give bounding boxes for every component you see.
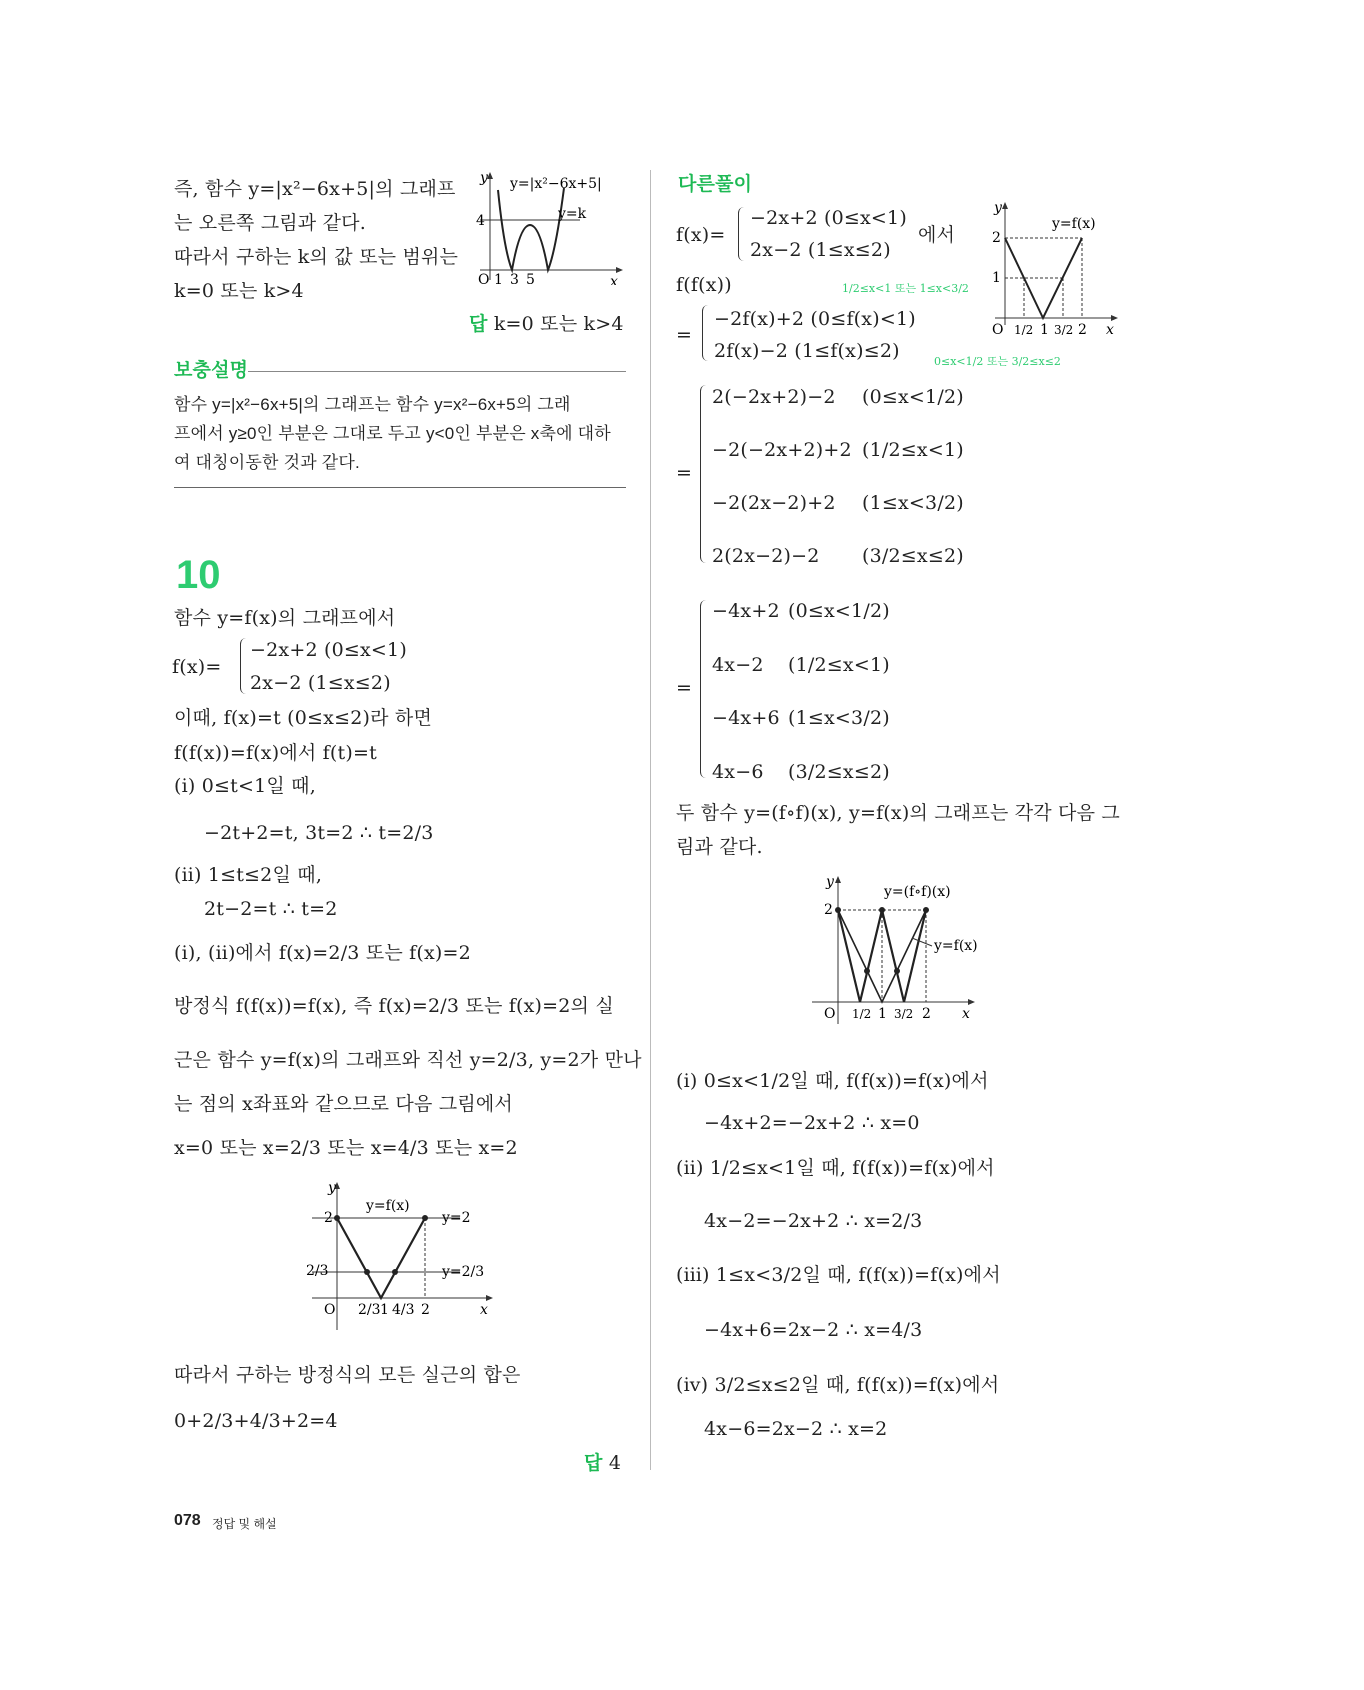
alt-expand-2-cond: (1/2≤x<1) <box>862 439 964 461</box>
section-label: 정답 및 해설 <box>212 1517 277 1531</box>
supplement-bottom-rule <box>174 487 626 488</box>
answer-1-text: k=0 또는 k>4 <box>493 313 624 335</box>
alt-f-case-2: 2x−2 (1≤x≤2) <box>750 239 891 261</box>
column-divider <box>650 170 651 1470</box>
g2-y-tick-23: 2/3 <box>306 1263 329 1279</box>
supplement-line-2: 프에서 y≥0인 부분은 그대로 두고 y<0인 부분은 x축에 대하 <box>174 424 611 443</box>
p10-line-9: 방정식 f(f(x))=f(x), 즉 f(x)=2/3 또는 f(x)=2의 실 <box>174 995 614 1017</box>
alt-expand-1-cond: (0≤x<1/2) <box>862 386 964 408</box>
alt-f-suffix: 에서 <box>918 224 956 246</box>
g3-x-tick-o: O <box>992 322 1004 338</box>
g1-line-label: y=k <box>558 206 587 222</box>
answer-2-mark: 답 <box>584 1453 603 1474</box>
g2-x-tick-23: 2/3 <box>358 1302 381 1318</box>
p10-line-4: (ⅰ) 0≤t<1일 때, <box>174 775 316 797</box>
g4-x-axis: x <box>962 1006 970 1022</box>
p10-line-10: 근은 함수 y=f(x)의 그래프와 직선 y=2/3, y=2가 만나 <box>174 1049 642 1071</box>
p10-line-12: x=0 또는 x=2/3 또는 x=4/3 또는 x=2 <box>174 1137 518 1159</box>
alt-f-brace <box>738 207 747 261</box>
alt-simpl-brace <box>700 600 709 778</box>
intro-line-2: 는 오른쪽 그림과 같다. <box>174 212 366 234</box>
answer-2-text: 4 <box>608 1452 622 1474</box>
case-2-head: (ⅱ) 1/2≤x<1일 때, f(f(x))=f(x)에서 <box>676 1157 995 1179</box>
g1-y-axis: y <box>480 170 488 186</box>
g1-x-tick-3: 3 <box>510 272 519 285</box>
g2-x-tick-2: 2 <box>421 1302 430 1318</box>
supplement-line-3: 여 대칭이동한 것과 같다. <box>174 453 360 472</box>
alt-note-top: 1/2≤x<1 또는 1≤x<3/2 <box>842 282 969 295</box>
supplement-line-1: 함수 y=|x²−6x+5|의 그래프는 함수 y=x²−6x+5의 그래 <box>174 395 571 414</box>
p10-case-1: −2x+2 (0≤x<1) <box>250 639 407 661</box>
g1-curve-label: y=|x²−6x+5| <box>510 176 602 192</box>
case-3-body: −4x+6=2x−2 ∴ x=4/3 <box>704 1319 923 1341</box>
alt-ff-brace <box>702 305 711 361</box>
alt-f-lhs: f(x)= <box>676 224 726 246</box>
sum-line: 0+2/3+4/3+2=4 <box>174 1410 338 1432</box>
alt-simpl-4-cond: (3/2≤x≤2) <box>788 761 890 783</box>
g1-y-tick: 4 <box>476 213 485 229</box>
page-number: 078 <box>174 1512 201 1529</box>
alt-desc-1: 두 함수 y=(f∘f)(x), y=f(x)의 그래프는 각각 다음 그 <box>676 802 1120 824</box>
g3-x-axis: x <box>1106 322 1114 338</box>
g1-x-tick-1: 1 <box>494 272 503 285</box>
answer-1-mark: 답 <box>469 314 488 335</box>
supplement-title: 보충설명 <box>174 360 249 381</box>
alt-expand-4-expr: 2(2x−2)−2 <box>712 545 820 567</box>
g3-x-tick-32: 3/2 <box>1054 323 1074 337</box>
graph-abs-parabola <box>460 170 630 285</box>
p10-line-3: f(f(x))=f(x)에서 f(t)=t <box>174 742 377 764</box>
p10-line-2: 이때, f(x)=t (0≤x≤2)라 하면 <box>174 707 433 729</box>
p10-line-7: 2t−2=t ∴ t=2 <box>204 898 338 920</box>
alt-note-bottom: 0≤x<1/2 또는 3/2≤x≤2 <box>934 355 1061 368</box>
graph-ff-and-f <box>812 874 1012 1034</box>
case-2-body: 4x−2=−2x+2 ∴ x=2/3 <box>704 1210 923 1232</box>
g3-curve-label: y=f(x) <box>1052 216 1096 232</box>
g2-x-axis: x <box>480 1302 488 1318</box>
alt-expand-4-cond: (3/2≤x≤2) <box>862 545 964 567</box>
p10-line-8: (ⅰ), (ⅱ)에서 f(x)=2/3 또는 f(x)=2 <box>174 942 471 964</box>
g1-x-tick-o: O <box>478 272 490 285</box>
g3-y-tick-1: 1 <box>992 270 1001 286</box>
g4-x-tick-half: 1/2 <box>852 1007 872 1021</box>
alt-simpl-1-cond: (0≤x<1/2) <box>788 600 890 622</box>
p10-f-lhs: f(x)= <box>172 656 222 678</box>
g4-ff-label: y=(f∘f)(x) <box>884 884 951 900</box>
problem-number: 10 <box>176 553 221 597</box>
alt-desc-2: 림과 같다. <box>676 836 763 858</box>
g4-x-tick-o: O <box>824 1006 836 1022</box>
alt-simpl-2-cond: (1/2≤x<1) <box>788 654 890 676</box>
alt-expand-eq: = <box>676 462 693 484</box>
alt-ff-case-2: 2f(x)−2 (1≤f(x)≤2) <box>714 340 900 362</box>
g2-x-tick-o: O <box>324 1302 336 1318</box>
alt-expand-3-cond: (1≤x<3/2) <box>862 492 964 514</box>
g3-x-tick-2: 2 <box>1078 322 1087 338</box>
g2-y-axis: y <box>328 1180 336 1196</box>
p10-brace <box>240 638 249 694</box>
g1-x-tick-5: 5 <box>526 272 535 285</box>
alt-ff-eq: = <box>676 324 693 346</box>
supplement-title-rule <box>248 371 626 372</box>
g4-y-tick-2: 2 <box>824 902 833 918</box>
graph-f-intersections <box>300 1180 500 1340</box>
case-4-head: (ⅳ) 3/2≤x≤2일 때, f(f(x))=f(x)에서 <box>676 1374 1000 1396</box>
g3-x-tick-half: 1/2 <box>1014 323 1034 337</box>
g1-x-axis: x <box>610 274 618 285</box>
g2-x-tick-43: 4/3 <box>392 1302 415 1318</box>
p10-line-11: 는 점의 x좌표와 같으므로 다음 그림에서 <box>174 1093 513 1115</box>
conclusion: 따라서 구하는 방정식의 모든 실근의 합은 <box>174 1364 521 1386</box>
g4-x-tick-2: 2 <box>922 1006 931 1022</box>
alt-expand-2-expr: −2(−2x+2)+2 <box>712 439 852 461</box>
alt-ff-label: f(f(x)) <box>676 274 732 296</box>
alt-expand-brace <box>700 385 709 563</box>
alt-simpl-3-expr: −4x+6 <box>712 707 780 729</box>
g2-y2-label: y=2 <box>442 1210 471 1226</box>
alt-f-case-1: −2x+2 (0≤x<1) <box>750 207 907 229</box>
case-1-body: −4x+2=−2x+2 ∴ x=0 <box>704 1112 920 1134</box>
answer-1 <box>469 311 624 338</box>
g4-x-tick-1: 1 <box>878 1006 887 1022</box>
g3-x-tick-1: 1 <box>1040 322 1049 338</box>
case-4-body: 4x−6=2x−2 ∴ x=2 <box>704 1418 888 1440</box>
case-3-head: (ⅲ) 1≤x<3/2일 때, f(f(x))=f(x)에서 <box>676 1264 1001 1286</box>
g4-f-label: y=f(x) <box>934 938 978 954</box>
g4-x-tick-32: 3/2 <box>894 1007 914 1021</box>
alt-simpl-1-expr: −4x+2 <box>712 600 780 622</box>
g3-y-tick-2: 2 <box>992 230 1001 246</box>
alt-ff-case-1: −2f(x)+2 (0≤f(x)<1) <box>714 308 916 330</box>
alt-expand-1-expr: 2(−2x+2)−2 <box>712 386 836 408</box>
p10-line-6: (ⅱ) 1≤t≤2일 때, <box>174 864 323 886</box>
p10-case-2: 2x−2 (1≤x≤2) <box>250 672 391 694</box>
p10-line-5: −2t+2=t, 3t=2 ∴ t=2/3 <box>204 822 434 844</box>
g4-y-axis: y <box>826 874 834 890</box>
answer-2 <box>584 1450 621 1477</box>
graph-f-small <box>980 200 1120 350</box>
intro-line-3: 따라서 구하는 k의 값 또는 범위는 <box>174 246 459 268</box>
g3-y-axis: y <box>994 200 1002 216</box>
alt-expand-3-expr: −2(2x−2)+2 <box>712 492 836 514</box>
alt-simpl-2-expr: 4x−2 <box>712 654 764 676</box>
g2-x-tick-1: 1 <box>380 1302 389 1318</box>
alt-simpl-eq: = <box>676 677 693 699</box>
g2-y23-label: y=2/3 <box>442 1264 485 1280</box>
case-1-head: (ⅰ) 0≤x<1/2일 때, f(f(x))=f(x)에서 <box>676 1070 989 1092</box>
g2-curve-label: y=f(x) <box>366 1198 410 1214</box>
alt-simpl-4-expr: 4x−6 <box>712 761 764 783</box>
intro-line-1: 즉, 함수 y=|x²−6x+5|의 그래프 <box>174 178 456 200</box>
intro-line-4: k=0 또는 k>4 <box>174 280 304 302</box>
g2-y-tick-2: 2 <box>324 1210 333 1226</box>
alt-simpl-3-cond: (1≤x<3/2) <box>788 707 890 729</box>
p10-line-1: 함수 y=f(x)의 그래프에서 <box>174 607 396 629</box>
alt-solution-title: 다른풀이 <box>678 174 753 195</box>
